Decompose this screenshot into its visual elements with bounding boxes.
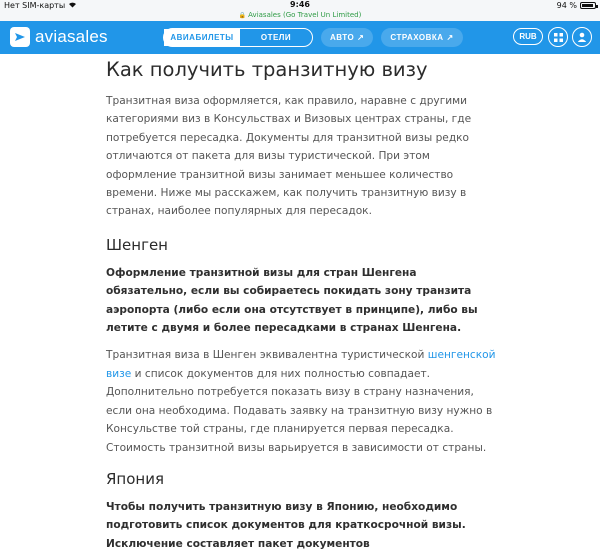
japan-bold-paragraph: Чтобы получить транзитную визу в Японию, необходимо подготовить список документов для краткосрочной визы. Исключение составляет пакет документов bbox=[106, 500, 466, 550]
tab-insurance-label: СТРАХОВКА bbox=[390, 33, 444, 42]
url-bar[interactable] bbox=[0, 11, 600, 21]
external-link-icon: ↗ bbox=[357, 33, 365, 42]
battery-icon bbox=[580, 2, 596, 9]
tab-cars-label: АВТО bbox=[330, 33, 355, 42]
section-heading-japan: Япония bbox=[106, 469, 164, 488]
currency-button[interactable]: RUB bbox=[513, 28, 543, 45]
article bbox=[106, 56, 498, 553]
grid-icon bbox=[554, 33, 563, 42]
schengen-text-before-link: Транзитная виза в Шенген эквивалентна туристической bbox=[106, 349, 428, 362]
logo-icon bbox=[10, 27, 30, 47]
tab-flights[interactable]: АВИАБИЛЕТЫ bbox=[164, 29, 240, 46]
schengen-paragraph bbox=[106, 346, 498, 456]
schengen-bold-paragraph: Оформление транзитной визы для стран Шенгена обязательно, если вы собираетесь покидать зону транзита аэропорта (либо если она отсутствует в принципе), либо вы летите с двумя и более пересадками в странах Шенгена. bbox=[106, 266, 478, 335]
battery-percent: 94 % bbox=[556, 1, 577, 10]
user-icon bbox=[577, 32, 587, 42]
site-header bbox=[0, 21, 600, 54]
lock-icon: 🔒 bbox=[238, 12, 247, 19]
page-title: Как получить транзитную визу bbox=[106, 58, 428, 81]
site-name: Aviasales (Go Travel Un Limited) bbox=[248, 11, 362, 19]
tab-group bbox=[163, 28, 313, 47]
main-tabs bbox=[163, 28, 463, 47]
logo[interactable] bbox=[10, 27, 108, 47]
tab-insurance[interactable] bbox=[381, 28, 462, 47]
section-heading-schengen: Шенген bbox=[106, 235, 168, 254]
profile-button[interactable] bbox=[572, 27, 592, 47]
intro-paragraph: Транзитная виза оформляется, как правило, наравне с другими категориями виз в Консульствах и Визовых центрах страны, где потребуется пересадка. Документы для транзитной визы редко отличаются от пакета для визы туристической. При этом оформление транзитной визы занимает меньшее количество времени. Ниже мы расскажем, как получить транзитную визу в странах, наиболее популярных для пересадок. bbox=[106, 95, 472, 218]
external-link-icon: ↗ bbox=[446, 33, 454, 42]
status-bar bbox=[0, 0, 600, 11]
schengen-visa-link[interactable]: шенгенской визе bbox=[106, 349, 496, 380]
carrier-label: Нет SIM-карты bbox=[4, 1, 66, 10]
tab-cars[interactable] bbox=[321, 28, 373, 47]
schengen-text-after-link: и список документов для них полностью совпадает. Дополнительно потребуется показать визу в страну назначения, если она необходима. Подавать заявку на транзитную визу нужно в Консульстве той страны, где планируется первая пересадка. Стоимость транзитной визы варьируется в зависимости от страны. bbox=[106, 367, 493, 454]
clock: 9:46 bbox=[290, 0, 310, 9]
menu-button[interactable] bbox=[548, 27, 568, 47]
tab-hotels[interactable]: ОТЕЛИ bbox=[260, 33, 292, 42]
brand-name: aviasales bbox=[35, 27, 108, 46]
battery-area bbox=[557, 1, 596, 10]
